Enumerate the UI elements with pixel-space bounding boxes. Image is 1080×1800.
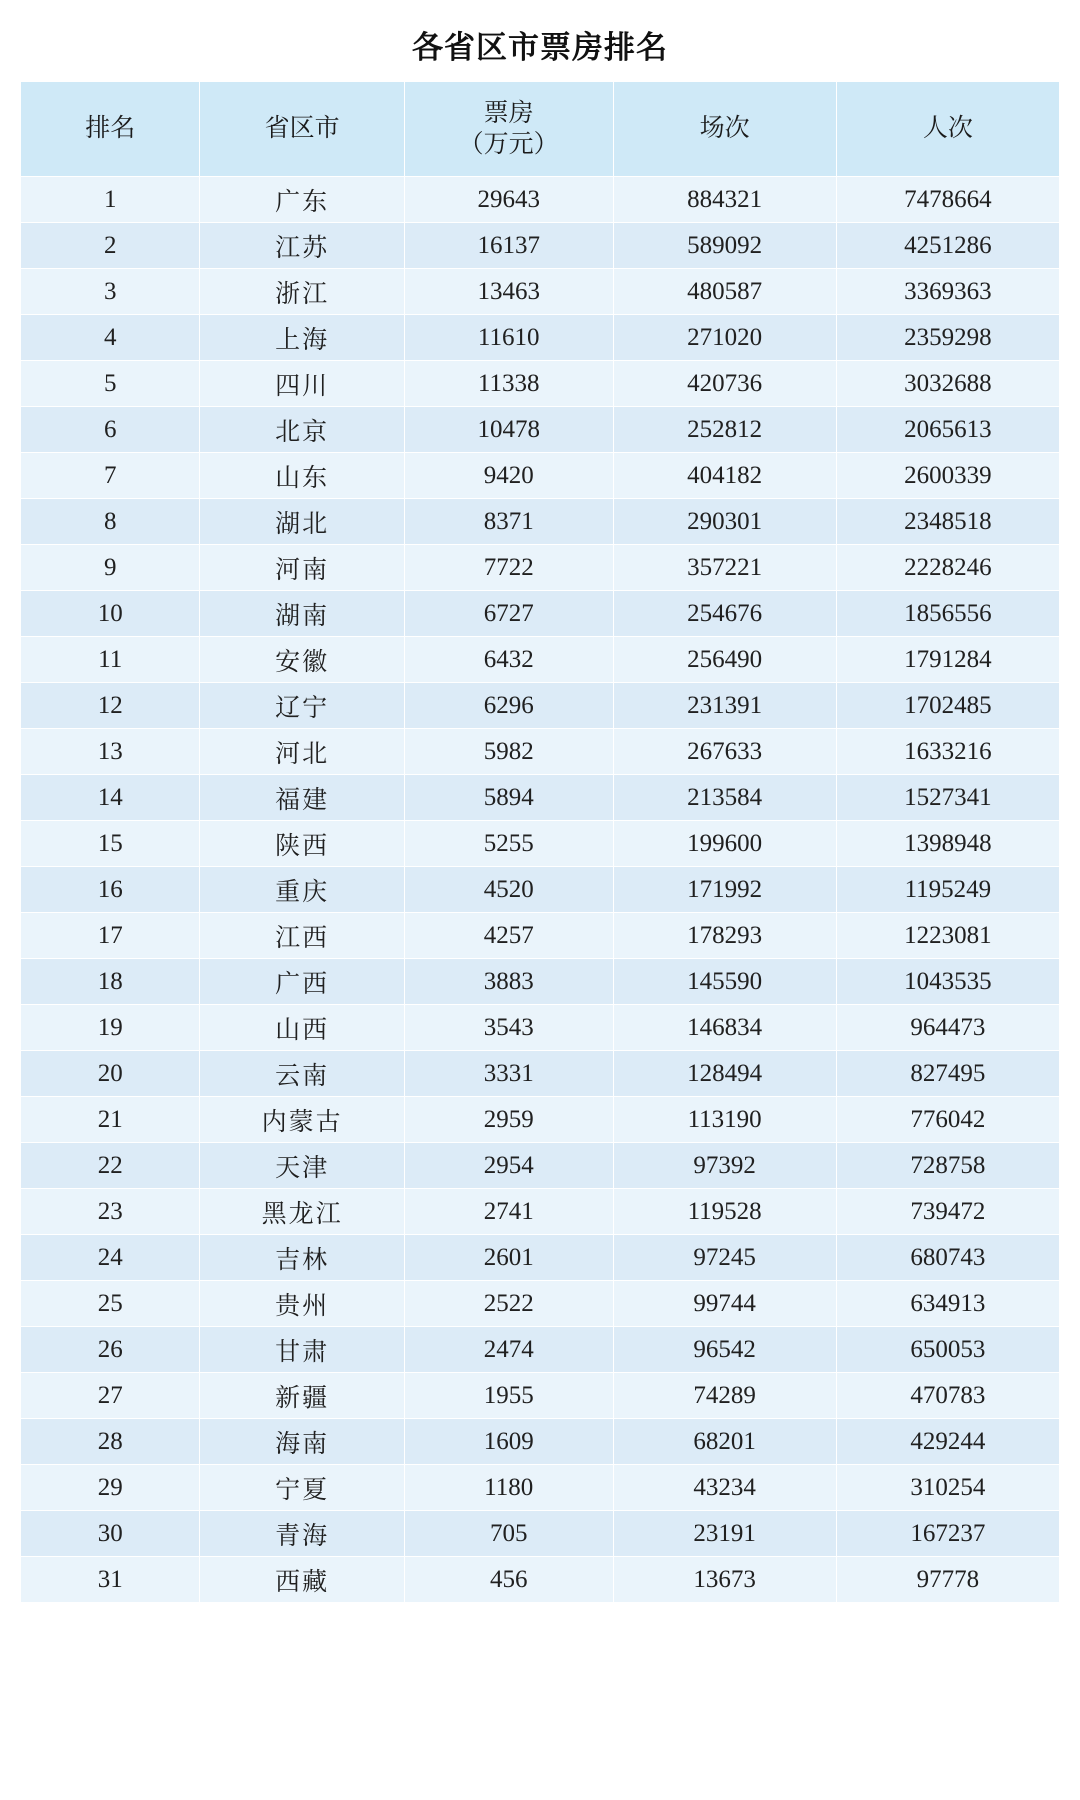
cell-province: 湖南 [200, 591, 404, 637]
cell-boxoffice: 2601 [404, 1235, 613, 1281]
cell-screenings: 23191 [613, 1511, 836, 1557]
box-office-ranking-table [20, 81, 1060, 1603]
table-row [21, 177, 1060, 223]
cell-boxoffice: 4520 [404, 867, 613, 913]
cell-province: 上海 [200, 315, 404, 361]
cell-province: 湖北 [200, 499, 404, 545]
cell-rank: 26 [21, 1327, 200, 1373]
cell-boxoffice: 2741 [404, 1189, 613, 1235]
cell-admissions: 3369363 [836, 269, 1059, 315]
cell-screenings: 589092 [613, 223, 836, 269]
cell-rank: 22 [21, 1143, 200, 1189]
table-row [21, 1373, 1060, 1419]
column-header-screenings: 场次 [613, 82, 836, 177]
cell-admissions: 429244 [836, 1419, 1059, 1465]
table-row [21, 867, 1060, 913]
cell-admissions: 97778 [836, 1557, 1059, 1603]
cell-rank: 30 [21, 1511, 200, 1557]
cell-admissions: 2228246 [836, 545, 1059, 591]
cell-province: 江苏 [200, 223, 404, 269]
cell-screenings: 171992 [613, 867, 836, 913]
cell-province: 云南 [200, 1051, 404, 1097]
cell-screenings: 271020 [613, 315, 836, 361]
cell-boxoffice: 1609 [404, 1419, 613, 1465]
cell-admissions: 1856556 [836, 591, 1059, 637]
cell-boxoffice: 9420 [404, 453, 613, 499]
cell-admissions: 470783 [836, 1373, 1059, 1419]
table-row [21, 683, 1060, 729]
cell-rank: 23 [21, 1189, 200, 1235]
cell-screenings: 96542 [613, 1327, 836, 1373]
cell-province: 福建 [200, 775, 404, 821]
cell-admissions: 1195249 [836, 867, 1059, 913]
cell-province: 河北 [200, 729, 404, 775]
cell-boxoffice: 1955 [404, 1373, 613, 1419]
table-row [21, 1051, 1060, 1097]
cell-boxoffice: 11338 [404, 361, 613, 407]
cell-province: 广西 [200, 959, 404, 1005]
cell-province: 广东 [200, 177, 404, 223]
cell-boxoffice: 2959 [404, 1097, 613, 1143]
table-row [21, 1097, 1060, 1143]
table-row [21, 361, 1060, 407]
cell-admissions: 1791284 [836, 637, 1059, 683]
cell-admissions: 634913 [836, 1281, 1059, 1327]
cell-boxoffice: 10478 [404, 407, 613, 453]
cell-rank: 18 [21, 959, 200, 1005]
cell-admissions: 1633216 [836, 729, 1059, 775]
cell-province: 江西 [200, 913, 404, 959]
table-row [21, 1511, 1060, 1557]
cell-boxoffice: 2522 [404, 1281, 613, 1327]
cell-boxoffice: 6727 [404, 591, 613, 637]
table-row [21, 1143, 1060, 1189]
cell-rank: 12 [21, 683, 200, 729]
cell-rank: 25 [21, 1281, 200, 1327]
cell-admissions: 964473 [836, 1005, 1059, 1051]
cell-boxoffice: 3883 [404, 959, 613, 1005]
cell-screenings: 290301 [613, 499, 836, 545]
cell-boxoffice: 5894 [404, 775, 613, 821]
cell-boxoffice: 456 [404, 1557, 613, 1603]
cell-boxoffice: 2474 [404, 1327, 613, 1373]
cell-screenings: 128494 [613, 1051, 836, 1097]
cell-screenings: 99744 [613, 1281, 836, 1327]
cell-province: 陕西 [200, 821, 404, 867]
cell-rank: 16 [21, 867, 200, 913]
table-row [21, 913, 1060, 959]
cell-rank: 5 [21, 361, 200, 407]
cell-screenings: 213584 [613, 775, 836, 821]
table-row [21, 223, 1060, 269]
cell-province: 贵州 [200, 1281, 404, 1327]
cell-province: 吉林 [200, 1235, 404, 1281]
cell-boxoffice: 13463 [404, 269, 613, 315]
cell-rank: 29 [21, 1465, 200, 1511]
table-header [21, 82, 1060, 177]
cell-boxoffice: 5255 [404, 821, 613, 867]
table-row [21, 545, 1060, 591]
header-row [21, 82, 1060, 177]
cell-province: 黑龙江 [200, 1189, 404, 1235]
cell-province: 山东 [200, 453, 404, 499]
cell-admissions: 1223081 [836, 913, 1059, 959]
cell-screenings: 199600 [613, 821, 836, 867]
cell-boxoffice: 3543 [404, 1005, 613, 1051]
cell-rank: 11 [21, 637, 200, 683]
cell-screenings: 74289 [613, 1373, 836, 1419]
cell-screenings: 256490 [613, 637, 836, 683]
cell-admissions: 1043535 [836, 959, 1059, 1005]
cell-rank: 27 [21, 1373, 200, 1419]
cell-province: 甘肃 [200, 1327, 404, 1373]
cell-screenings: 97245 [613, 1235, 836, 1281]
cell-admissions: 167237 [836, 1511, 1059, 1557]
cell-province: 海南 [200, 1419, 404, 1465]
table-row [21, 637, 1060, 683]
table-row [21, 775, 1060, 821]
cell-boxoffice: 2954 [404, 1143, 613, 1189]
cell-admissions: 2065613 [836, 407, 1059, 453]
column-header-province: 省区市 [200, 82, 404, 177]
table-row [21, 453, 1060, 499]
cell-boxoffice: 3331 [404, 1051, 613, 1097]
cell-admissions: 1702485 [836, 683, 1059, 729]
cell-rank: 20 [21, 1051, 200, 1097]
column-header-boxoffice [404, 82, 613, 177]
cell-screenings: 119528 [613, 1189, 836, 1235]
table-row [21, 1557, 1060, 1603]
cell-screenings: 357221 [613, 545, 836, 591]
cell-screenings: 113190 [613, 1097, 836, 1143]
cell-screenings: 146834 [613, 1005, 836, 1051]
column-header-boxoffice-line2: （万元） [458, 131, 559, 158]
cell-admissions: 827495 [836, 1051, 1059, 1097]
table-row [21, 821, 1060, 867]
cell-rank: 2 [21, 223, 200, 269]
cell-screenings: 43234 [613, 1465, 836, 1511]
cell-province: 重庆 [200, 867, 404, 913]
cell-screenings: 254676 [613, 591, 836, 637]
cell-screenings: 231391 [613, 683, 836, 729]
table-row [21, 315, 1060, 361]
cell-boxoffice: 29643 [404, 177, 613, 223]
cell-rank: 4 [21, 315, 200, 361]
cell-rank: 15 [21, 821, 200, 867]
cell-screenings: 267633 [613, 729, 836, 775]
cell-admissions: 739472 [836, 1189, 1059, 1235]
table-row [21, 1419, 1060, 1465]
cell-province: 青海 [200, 1511, 404, 1557]
cell-rank: 31 [21, 1557, 200, 1603]
cell-rank: 28 [21, 1419, 200, 1465]
cell-boxoffice: 16137 [404, 223, 613, 269]
cell-screenings: 404182 [613, 453, 836, 499]
table-row [21, 1281, 1060, 1327]
cell-province: 天津 [200, 1143, 404, 1189]
cell-province: 辽宁 [200, 683, 404, 729]
table-row [21, 407, 1060, 453]
cell-admissions: 310254 [836, 1465, 1059, 1511]
cell-boxoffice: 8371 [404, 499, 613, 545]
cell-boxoffice: 5982 [404, 729, 613, 775]
cell-rank: 21 [21, 1097, 200, 1143]
cell-admissions: 1398948 [836, 821, 1059, 867]
cell-rank: 9 [21, 545, 200, 591]
cell-rank: 10 [21, 591, 200, 637]
cell-province: 山西 [200, 1005, 404, 1051]
table-row [21, 1235, 1060, 1281]
cell-boxoffice: 11610 [404, 315, 613, 361]
cell-screenings: 97392 [613, 1143, 836, 1189]
cell-province: 四川 [200, 361, 404, 407]
cell-boxoffice: 6296 [404, 683, 613, 729]
cell-screenings: 480587 [613, 269, 836, 315]
cell-rank: 6 [21, 407, 200, 453]
table-row [21, 959, 1060, 1005]
cell-screenings: 884321 [613, 177, 836, 223]
cell-admissions: 4251286 [836, 223, 1059, 269]
cell-admissions: 650053 [836, 1327, 1059, 1373]
cell-admissions: 2359298 [836, 315, 1059, 361]
cell-rank: 24 [21, 1235, 200, 1281]
table-row [21, 499, 1060, 545]
cell-rank: 13 [21, 729, 200, 775]
cell-admissions: 2600339 [836, 453, 1059, 499]
cell-rank: 17 [21, 913, 200, 959]
table-row [21, 591, 1060, 637]
cell-admissions: 7478664 [836, 177, 1059, 223]
page-title: 各省区市票房排名 [412, 30, 668, 65]
cell-screenings: 13673 [613, 1557, 836, 1603]
cell-admissions: 680743 [836, 1235, 1059, 1281]
cell-boxoffice: 6432 [404, 637, 613, 683]
table-body [21, 177, 1060, 1603]
table-row [21, 1465, 1060, 1511]
table-row [21, 1189, 1060, 1235]
cell-screenings: 252812 [613, 407, 836, 453]
cell-province: 宁夏 [200, 1465, 404, 1511]
cell-boxoffice: 4257 [404, 913, 613, 959]
cell-rank: 14 [21, 775, 200, 821]
table-row [21, 1005, 1060, 1051]
cell-boxoffice: 1180 [404, 1465, 613, 1511]
cell-province: 新疆 [200, 1373, 404, 1419]
cell-admissions: 1527341 [836, 775, 1059, 821]
cell-rank: 8 [21, 499, 200, 545]
table-row [21, 729, 1060, 775]
cell-province: 西藏 [200, 1557, 404, 1603]
cell-admissions: 776042 [836, 1097, 1059, 1143]
cell-province: 内蒙古 [200, 1097, 404, 1143]
cell-boxoffice: 705 [404, 1511, 613, 1557]
column-header-admissions: 人次 [836, 82, 1059, 177]
cell-screenings: 68201 [613, 1419, 836, 1465]
cell-screenings: 178293 [613, 913, 836, 959]
cell-admissions: 728758 [836, 1143, 1059, 1189]
cell-admissions: 2348518 [836, 499, 1059, 545]
table-row [21, 1327, 1060, 1373]
cell-screenings: 420736 [613, 361, 836, 407]
column-header-rank: 排名 [21, 82, 200, 177]
cell-boxoffice: 7722 [404, 545, 613, 591]
cell-province: 浙江 [200, 269, 404, 315]
table-row [21, 269, 1060, 315]
cell-province: 安徽 [200, 637, 404, 683]
column-header-boxoffice-line1: 票房 [483, 99, 534, 127]
cell-province: 北京 [200, 407, 404, 453]
cell-admissions: 3032688 [836, 361, 1059, 407]
cell-rank: 19 [21, 1005, 200, 1051]
cell-rank: 7 [21, 453, 200, 499]
cell-screenings: 145590 [613, 959, 836, 1005]
cell-rank: 3 [21, 269, 200, 315]
cell-province: 河南 [200, 545, 404, 591]
cell-rank: 1 [21, 177, 200, 223]
